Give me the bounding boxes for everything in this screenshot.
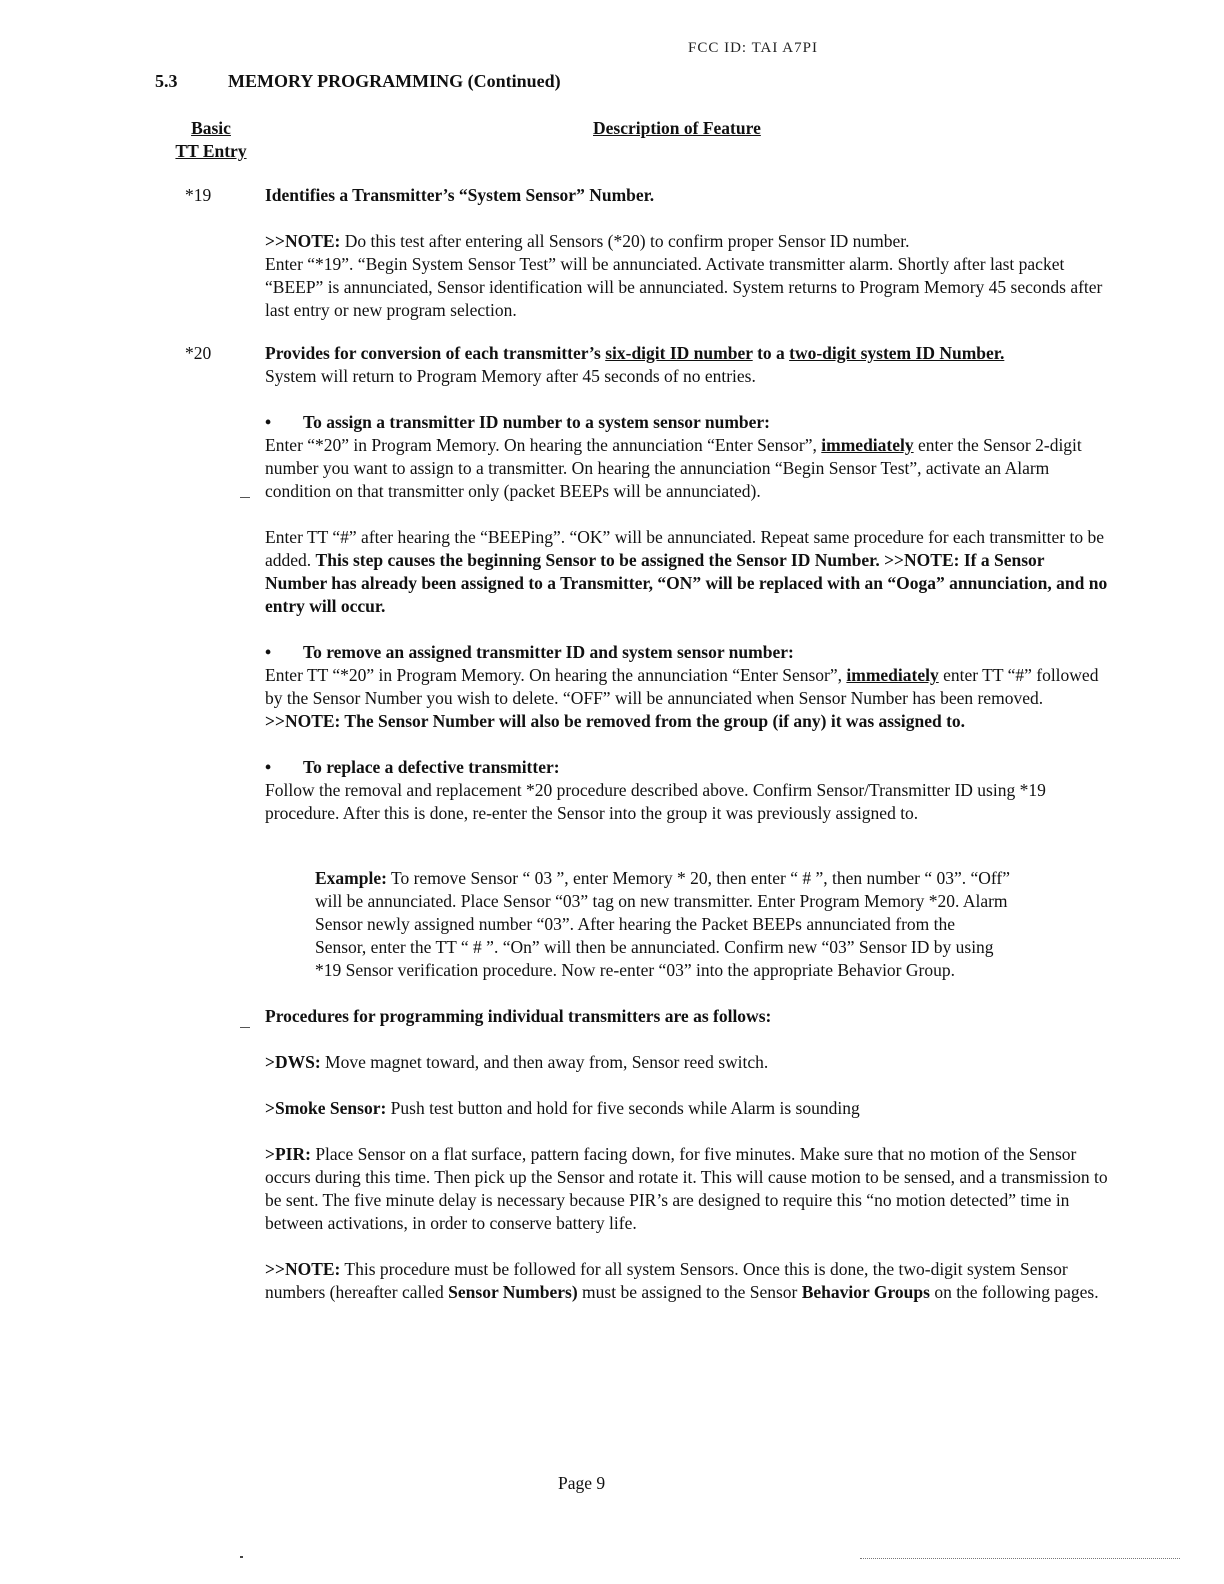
entry-19-title: Identifies a Transmitter’s “System Sensor” Number. [265, 185, 655, 205]
example-line-2: will be annunciated. Place Sensor “03” tag on new transmitter. Enter Program Memory *20. Alarm [315, 891, 1008, 911]
section-title: MEMORY PROGRAMMING (Continued) [228, 71, 561, 91]
scan-line [860, 1558, 1180, 1560]
entry-19-body: Enter “*19”. “Begin System Sensor Test” will be annunciated. Activate transmitter alarm. Shortly after last packet “BEEP” is annunciated, Sensor identification will be annunciated. System returns to Program Memory 45 seconds after last entry or new program selection. [265, 254, 1103, 320]
column-header-basic [156, 117, 266, 163]
remove-text: Enter TT “*20” in Program Memory. On hearing the annunciation “Enter Sensor”, immediately enter TT “#” followed by the Sensor Number you wish to delete. “OFF” will be annunciated when Sensor Number has been removed. [265, 665, 1099, 708]
assign-heading: • To assign a transmitter ID number to a system sensor number: [265, 412, 771, 432]
replace-text: Follow the removal and replacement *20 procedure described above. Confirm Sensor/Transmitter ID using *19 procedure. After this is done, re-enter the Sensor into the group it was previously assigned to. [265, 780, 1046, 823]
bullet-icon: • [265, 412, 272, 432]
entry-20-title: Provides for conversion of each transmitter’s six-digit ID number to a two-digit system ID Number. [265, 343, 1005, 363]
example-line-3: Sensor newly assigned number “03”. After hearing the Packet BEEPs annunciated from the [315, 914, 956, 934]
two-digit-id: two-digit system ID Number. [789, 343, 1005, 363]
assign-text: Enter “*20” in Program Memory. On hearing the annunciation “Enter Sensor”, immediately enter the Sensor 2-digit number you want to assign to a transmitter. On hearing the annunciation “Begin Sensor Test”, activate an Alarm condition on that transmitter only (packet BEEPs will be annunciated). [265, 435, 1082, 501]
example-line-4: Sensor, enter the TT “ # ”. “On” will then be annunciated. Confirm new “03” Sensor ID by using [315, 937, 994, 957]
remove-note: >>NOTE: The Sensor Number will also be removed from the group (if any) it was assigned to. [265, 711, 966, 731]
smoke-procedure: >Smoke Sensor: Push test button and hold for five seconds while Alarm is sounding [265, 1098, 860, 1118]
bullet-icon: • [265, 757, 272, 777]
procedures-note: >>NOTE: This procedure must be followed for all system Sensors. Once this is done, the two-digit system Sensor numbers (hereafter called Sensor Numbers) must be assigned to the Sensor Behavior Groups on the following pages. [265, 1259, 1099, 1302]
assign-para2: Enter TT “#” after hearing the “BEEPing”. “OK” will be annunciated. Repeat same procedure for each transmitter to be added. This step causes the beginning Sensor to be assigned the Sensor ID Number. >>NOTE: If a Sensor Number has already been assigned to a Transmitter, “ON” will be replaced with an “Ooga” annunciation, and no entry will occur. [265, 527, 1108, 616]
scan-speck [240, 1556, 243, 1558]
example-line-5: *19 Sensor verification procedure. Now re-enter “03” into the appropriate Behavior Group. [315, 960, 955, 980]
bullet-icon: • [265, 642, 272, 662]
note-text: Do this test after entering all Sensors (*20) to confirm proper Sensor ID number. [340, 231, 910, 251]
page-number: Page 9 [558, 1473, 606, 1493]
pir-procedure: >PIR: Place Sensor on a flat surface, pattern facing down, for five minutes. Make sure that no motion of the Sensor occurs during this time. Then pick up the Sensor and rotate it. This will cause motion to be sensed, and a transmission to be sent. The five minute delay is necessary because PIR’s are designed to require this “no motion detected” time in between activations, in order to conserve battery life. [265, 1144, 1108, 1233]
remove-heading: • To remove an assigned transmitter ID and system sensor number: [265, 642, 794, 662]
six-digit-id: six-digit ID number [605, 343, 753, 363]
procedures [265, 1005, 1110, 1304]
scan-mark [240, 1027, 250, 1028]
entry-20 [265, 342, 1110, 825]
replace-heading: • To replace a defective transmitter: [265, 757, 560, 777]
note-label: >>NOTE: [265, 231, 341, 251]
column-header-description: Description of Feature [593, 118, 761, 138]
example-block [315, 867, 1115, 982]
fcc-id: FCC ID: TAI A7PI [688, 40, 818, 56]
example-line-1: Example: To remove Sensor “ 03 ”, enter Memory * 20, then enter “ # ”, then number “ 03”. “Off” [315, 868, 1011, 888]
entry-20-subtitle: System will return to Program Memory after 45 seconds of no entries. [265, 366, 756, 386]
procedures-heading: Procedures for programming individual transmitters are as follows: [265, 1006, 772, 1026]
basic-label: Basic [191, 118, 231, 138]
scan-mark [240, 497, 250, 498]
entry-code-20: *20 [185, 343, 212, 363]
entry-19 [265, 184, 1110, 322]
entry-code-19: *19 [185, 185, 212, 205]
dws-procedure: >DWS: Move magnet toward, and then away from, Sensor reed switch. [265, 1052, 769, 1072]
tt-entry-label: TT Entry [175, 141, 247, 161]
section-number: 5.3 [155, 71, 178, 91]
entry-19-note [265, 230, 1110, 253]
